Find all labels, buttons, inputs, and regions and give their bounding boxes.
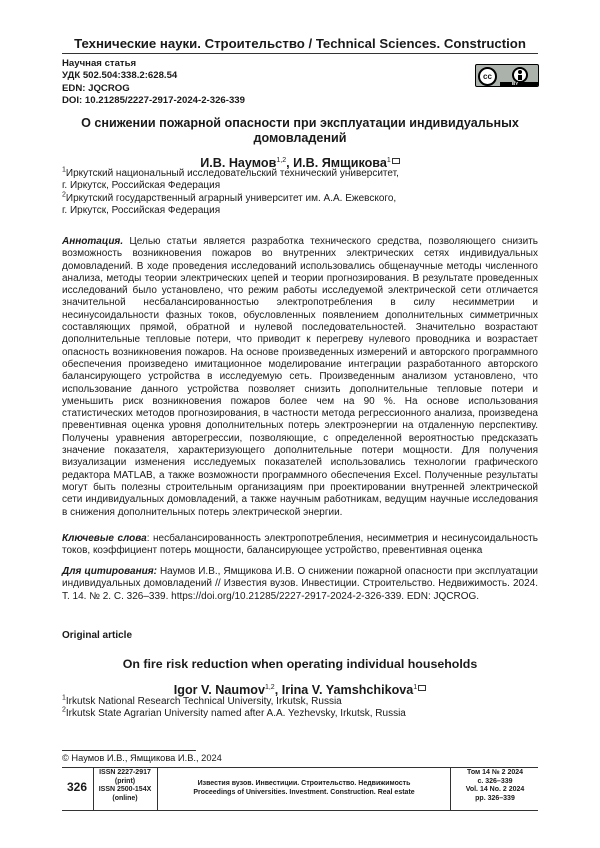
affiliation-line: $^1$Irkutsk National Research Technical University, Irkutsk, Russia bbox=[62, 694, 342, 707]
copyright-notice: © Наумов И.В., Ямщикова И.В., 2024 bbox=[62, 753, 222, 763]
envelope-icon[interactable] bbox=[418, 685, 426, 691]
author-name: Igor V. Naumov bbox=[173, 683, 265, 697]
author-name: Irina V. Yamshchikova bbox=[281, 683, 414, 697]
article-meta bbox=[62, 58, 245, 108]
issue-info: Том 14 № 2 2024 с. 326–339 Vol. 14 No. 2 2024 pp. 326–339 bbox=[465, 769, 525, 802]
original-article-label: Original article bbox=[62, 630, 133, 641]
footer-column-divider bbox=[450, 767, 451, 810]
affiliation-sup: 1 bbox=[386, 156, 391, 164]
doi-link[interactable]: DOI: 10.21285/2227-2917-2024-2-326-339 bbox=[62, 95, 245, 107]
author-name: И.В. Наумов bbox=[200, 156, 277, 170]
footer-column-divider bbox=[157, 767, 158, 810]
author-separator: , bbox=[286, 156, 294, 170]
affiliation-sup: 2 bbox=[62, 707, 66, 715]
footer-top-rule bbox=[62, 767, 538, 768]
footnote-divider bbox=[62, 750, 196, 751]
affiliation-line: г. Иркутск, Российская Федерация bbox=[62, 180, 221, 192]
author-name: И.В. Ямщикова bbox=[293, 156, 387, 170]
edn-code: EDN: JQCROG bbox=[62, 82, 130, 94]
journal-name-footer: Известия вузов. Инвестиции. Строительство. Недвижимость Proceedings of Universities. Investment. Construction. Real estate bbox=[193, 780, 415, 796]
page-number: 326 bbox=[66, 780, 88, 794]
authors-en bbox=[62, 683, 538, 697]
cc-by-license-badge[interactable] bbox=[475, 64, 539, 87]
journal-running-header: Технические науки. Строительство / Technical Sciences. Construction bbox=[74, 36, 526, 51]
abstract-label: Аннотация. bbox=[62, 236, 124, 247]
envelope-icon[interactable] bbox=[392, 158, 400, 164]
keywords-text: : несбалансированность электропотребления, несимметрия и несинусоидальность токов, коэффициент потерь мощности, балансирующее устройство, превентивная оценка bbox=[62, 533, 538, 557]
affiliation-sup: 1,2 bbox=[264, 683, 275, 691]
footer-column-divider bbox=[93, 767, 94, 810]
affiliation-line: г. Иркутск, Российская Федерация bbox=[62, 205, 221, 217]
affiliation-sup: 1 bbox=[413, 683, 418, 691]
license-strip bbox=[500, 82, 538, 87]
citation-text: Наумов И.В., Ямщикова И.В. О снижении пожарной опасности при эксплуатации индивидуальных домовладений // Известия вузов. Инвестиции. Строительство. Недвижимость. 2024. Т. 14. № 2. С. 326–339. https://doi.org/10.21285/2227-2917-2024-2-326-339. EDN: JQCROG. bbox=[62, 566, 539, 602]
article-title-en: On fire risk reduction when operating individual households bbox=[122, 657, 478, 671]
article-type: Научная статья bbox=[62, 58, 137, 69]
affiliations-ru bbox=[62, 168, 399, 218]
author-separator: , bbox=[274, 683, 282, 697]
header-divider bbox=[62, 53, 538, 54]
by-label: BY bbox=[512, 81, 519, 86]
abstract bbox=[62, 236, 538, 519]
cc-icon: cc bbox=[478, 67, 497, 86]
citation bbox=[62, 566, 538, 603]
affiliation-line: $^2$Irkutsk State Agrarian University named after A.A. Yezhevsky, Irkutsk, Russia bbox=[62, 707, 406, 720]
affiliation-line: $^1$Иркутский национальный исследовательский технический университет, bbox=[62, 166, 399, 179]
affiliation-sup: 1 bbox=[62, 166, 66, 174]
citation-label: Для цитирования: bbox=[62, 566, 157, 577]
affiliation-line: $^2$Иркутский государственный аграрный университет им. А.А. Ежевского, bbox=[62, 191, 397, 204]
issn-block: ISSN 2227-2917 (print) ISSN 2500-154X (online) bbox=[98, 769, 152, 802]
affiliations-en bbox=[62, 696, 406, 721]
affiliation-sup: 1,2 bbox=[276, 156, 287, 164]
article-title-ru: О снижении пожарной опасности при эксплуатации индивидуальных домовладений bbox=[81, 116, 519, 145]
udc-code: УДК 502.504:338.2:628.54 bbox=[62, 70, 178, 82]
footer-bottom-rule bbox=[62, 810, 538, 811]
affiliation-sup: 1 bbox=[62, 694, 66, 702]
affiliation-sup: 2 bbox=[62, 191, 66, 199]
keywords-label: Ключевые слова bbox=[62, 533, 147, 544]
abstract-text: Целью статьи является разработка технического средства, позволяющего снизить возможность возникновения пожаров во внутренних электрических сетях индивидуальных домовладений. В ходе проведения исследований использовались общенаучные методы численного анализа, методы теории электрических цепей и теории прогнозирования. В результате проведенных исследований было установлено, что режим работы исследуемой электрической сети отличается значительной несбалансированностью электропотребления в силу несимметрии и несинусоидальности фазных токов, обусловленных появлением дополнительных симметричных составляющих прямой, обратной и нулевой последовательностей. Значительно возрастают дополнительные тепловые потери, что приводит к перегреву нулевого проводника и возрастает опасность возникновения пожаров. На основе произведенных измерений и авторского программного обеспечения произведено имитационное моделирование интеграции разработанного авторского балансирующего устройства в исследуемую сеть. Произведенным анализом установлено, что использование данного устройства позволяет снизить дополнительные тепловые потери и уменьшить риск возникновения пожаров более чем на 90 %. На основе использования статистических методов прогнозирования, в частности метода регрессионного анализа, произведена превентивная оценка уровня дополнительных потерь электроэнергии на отдаленную перспективу. Получены уравнения авторегрессии, позволяющие, с определенной вероятностью предсказать значение показателя, характеризующего дополнительные потери мощности. Для получения визуализации изменения исследуемых показателей использовались технологии графического редактора MATLAB, а также возможности программного обеспечения Excel. Полученные результаты могут быть полезны строительным организациям при проектировании внутренней электрической сети индивидуальных домовладений, а также научным работникам, ведущим научные исследования в снижения дополнительных потерь электрической энергии. bbox=[62, 236, 538, 518]
keywords bbox=[62, 533, 538, 558]
